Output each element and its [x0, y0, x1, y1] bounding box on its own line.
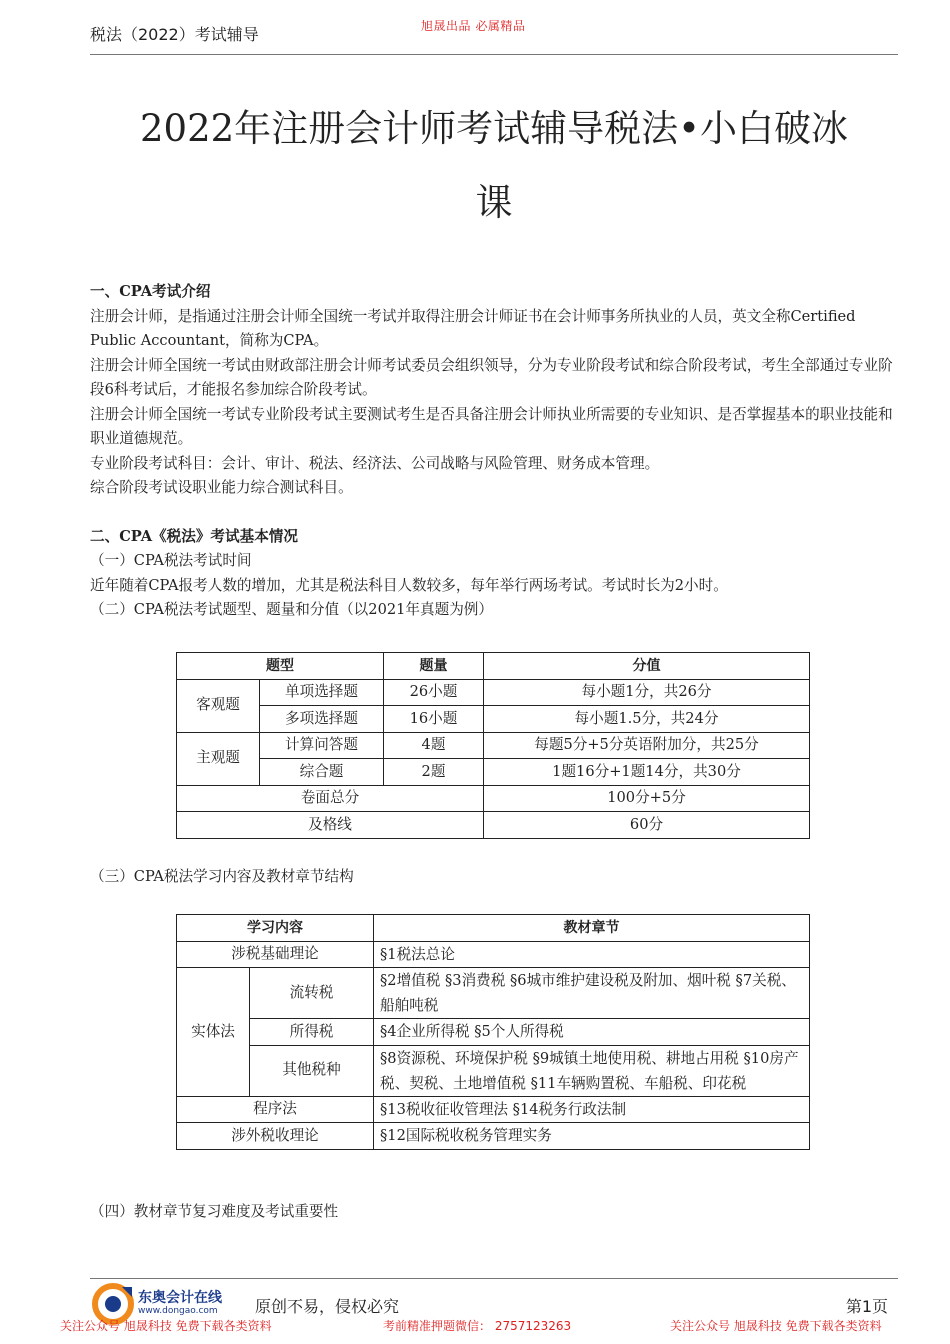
table-row — [177, 732, 810, 759]
section1-paragraph: 注册会计师全国统一考试由财政部注册会计师考试委员会组织领导，分为专业阶段考试和综合阶段考试，考生全部通过专业阶段6科考试后，才能报名参加综合阶段考试。 — [90, 356, 893, 398]
content-cell: 其他税种 — [250, 1045, 374, 1096]
content-cell: 涉税基础理论 — [177, 941, 374, 968]
count-cell: 2题 — [384, 759, 484, 786]
exam-time-text: 近年随着CPA报考人数的增加，尤其是税法科目人数较多，每年举行两场考试。考试时长为2小时。 — [90, 576, 728, 594]
category-cell: 主观题 — [177, 732, 260, 785]
footer-ad-left: 关注公众号 旭晟科技 免费下载各类资料 — [60, 1319, 272, 1333]
category-cell: 客观题 — [177, 679, 260, 732]
logo-url: www.dongao.com — [138, 1306, 218, 1316]
score-cell: 每小题1分，共26分 — [484, 679, 810, 706]
table-header-cell: 学习内容 — [177, 915, 374, 942]
table-row — [177, 1123, 810, 1150]
footer-divider — [90, 1278, 898, 1279]
subheading-exam-time: （一）CPA税法考试时间 — [90, 552, 252, 569]
chapter-cell: §13税收征收管理法 §14税务行政法制 — [374, 1096, 810, 1123]
chapter-structure-table — [176, 914, 810, 1150]
section1-paragraph: 注册会计师，是指通过注册会计师全国统一考试并取得注册会计师证书在会计师事务所执业的人员，英文全称Certified Public Accountant，简称为CPA。 — [90, 307, 856, 349]
content-cell: 涉外税收理论 — [177, 1123, 374, 1150]
category-cell: 实体法 — [177, 968, 250, 1097]
table-row — [177, 941, 810, 968]
table-header-cell: 题量 — [384, 653, 484, 680]
table-row — [177, 706, 810, 733]
count-cell: 26小题 — [384, 679, 484, 706]
footer-ad-center: 考前精准押题微信： 2757123263 — [383, 1319, 572, 1333]
document-title-line1: 2022年注册会计师考试辅导税法•小白破冰 — [140, 107, 848, 150]
section1-paragraph: 专业阶段考试科目：会计、审计、税法、经济法、公司战略与风险管理、财务成本管理。 — [90, 454, 660, 472]
type-cell: 综合题 — [260, 759, 384, 786]
table-row — [177, 968, 810, 1019]
score-cell: 1题16分+1题14分，共30分 — [484, 759, 810, 786]
total-label-cell: 卷面总分 — [177, 785, 484, 812]
subheading-question-types: （二）CPA税法考试题型、题量和分值（以2021年真题为例） — [90, 601, 493, 618]
main-content — [90, 280, 900, 623]
section1-paragraph: 综合阶段考试设职业能力综合测试科目。 — [90, 479, 353, 496]
table-header-row — [177, 653, 810, 680]
table-row — [177, 812, 810, 839]
table-row — [177, 759, 810, 786]
table-row — [177, 1045, 810, 1096]
table-header-row — [177, 915, 810, 942]
footer-motto: 原创不易，侵权必究 — [255, 1297, 400, 1316]
page-header — [90, 14, 898, 55]
pass-value-cell: 60分 — [484, 812, 810, 839]
document-title — [90, 92, 898, 240]
score-cell: 每题5分+5分英语附加分，共25分 — [484, 732, 810, 759]
table-row — [177, 785, 810, 812]
logo-name: 东奥会计在线 — [138, 1290, 222, 1306]
page-number: 第1页 — [845, 1297, 888, 1316]
total-value-cell: 100分+5分 — [484, 785, 810, 812]
section1-paragraph: 注册会计师全国统一考试专业阶段考试主要测试考生是否具备注册会计师执业所需要的专业知识、是否掌握基本的职业技能和职业道德规范。 — [90, 405, 893, 447]
type-cell: 计算问答题 — [260, 732, 384, 759]
header-slogan: 旭晟出品 必属精品 — [421, 19, 526, 33]
question-type-table — [176, 652, 810, 839]
type-cell: 多项选择题 — [260, 706, 384, 733]
pass-label-cell: 及格线 — [177, 812, 484, 839]
score-cell: 每小题1.5分，共24分 — [484, 706, 810, 733]
chapter-cell: §1税法总论 — [374, 941, 810, 968]
document-title-line2: 课 — [475, 181, 513, 224]
chapter-cell: §2增值税 §3消费税 §6城市维护建设税及附加、烟叶税 §7关税、船舶吨税 — [374, 968, 810, 1019]
table-header-cell: 教材章节 — [374, 915, 810, 942]
table-header-cell: 分值 — [484, 653, 810, 680]
section2-heading: 二、CPA《税法》考试基本情况 — [90, 527, 298, 545]
subheading-difficulty: （四）教材章节复习难度及考试重要性 — [90, 1203, 339, 1220]
content-cell: 所得税 — [250, 1019, 374, 1046]
table-header-cell: 题型 — [177, 653, 384, 680]
chapter-cell: §12国际税收税务管理实务 — [374, 1123, 810, 1150]
subheading-chapter-structure: （三）CPA税法学习内容及教材章节结构 — [90, 868, 354, 885]
table-row — [177, 1019, 810, 1046]
count-cell: 4题 — [384, 732, 484, 759]
header-title: 税法（2022）考试辅导 — [90, 25, 259, 44]
table-row — [177, 679, 810, 706]
chapter-cell: §8资源税、环境保护税 §9城镇土地使用税、耕地占用税 §10房产税、契税、土地增值税 §11车辆购置税、车船税、印花税 — [374, 1045, 810, 1096]
content-cell: 流转税 — [250, 968, 374, 1019]
content-cell: 程序法 — [177, 1096, 374, 1123]
type-cell: 单项选择题 — [260, 679, 384, 706]
count-cell: 16小题 — [384, 706, 484, 733]
section1-heading: 一、CPA考试介绍 — [90, 283, 211, 300]
chapter-cell: §4企业所得税 §5个人所得税 — [374, 1019, 810, 1046]
table-row — [177, 1096, 810, 1123]
footer-ad-right: 关注公众号 旭晟科技 免费下载各类资料 — [670, 1319, 882, 1333]
